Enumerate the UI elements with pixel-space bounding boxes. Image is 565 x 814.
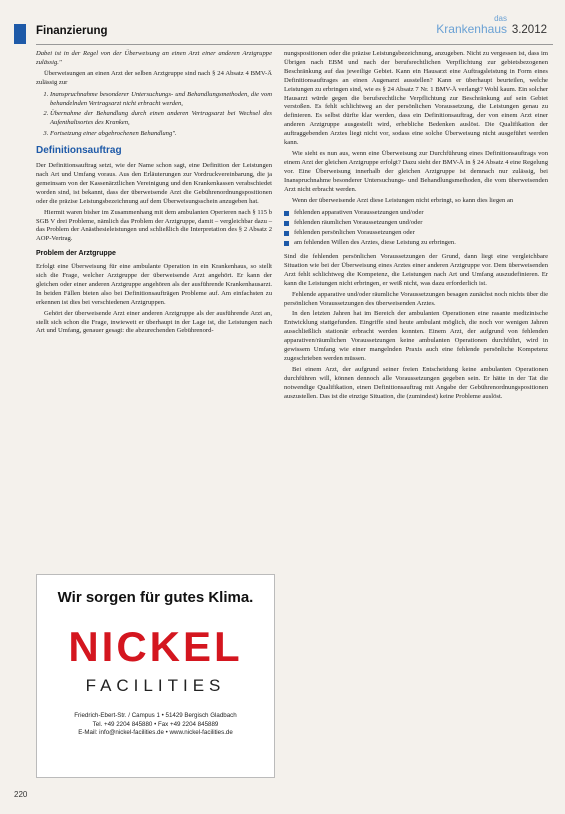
section-title: Finanzierung: [36, 25, 108, 37]
body-paragraph: Wie sieht es nun aus, wenn eine Überweisung zur Durchführung eines Definitionsauftrags von einem Arzt der gleichen Arztgruppe erfolgt? Dazu sieht der BMV-Ä in § 24 Absatz 4 eine Regelung vor. Eine Überweisung innerhalb der gleichen Arztgruppe ist demnach nur zulässig, bei Inanspruchnahme besonderer Untersuchungs- und Behandlungsmethoden, die vom überweisenden Arzt nicht erbracht werden.: [284, 149, 548, 193]
intro-paragraph: Dabei ist in der Regel von der Überweisung an einen Arzt einer anderen Arztgruppe zulässig.": [36, 50, 272, 66]
right-column: [284, 50, 548, 404]
body-paragraph: Wenn der überweisende Arzt diese Leistungen nicht erbringt, so kann dies liegen an: [292, 196, 514, 204]
ad-web: E-Mail: info@nickel-facilities.de • www.nickel-facilities.de: [78, 729, 233, 736]
body-paragraph: In den letzten Jahren hat im Bereich der ambulanten Operationen eine rasante medizinische Entwicklung stattgefunden. Eingriffe sind heute ambulant möglich, die noch vor wenigen Jahren ausschließlich stationär erbracht werden konnten. Einem Arzt, der aufgrund von fehlenden apparativen/räumlichen Voraussetzungen keine ambulanten Operationen durchführt, wird in gewissem Umfang wie einer mangelnden Praxis auch eine fehlende persönliche Kompetenz zugeschrieben werden müssen.: [284, 310, 548, 362]
header-divider: [36, 44, 553, 45]
ad-phone: Tel. +49 2204 845880 • Fax +49 2204 845889: [92, 720, 219, 728]
page-number: 220: [14, 790, 28, 799]
body-paragraph: Sind die fehlenden persönlichen Voraussetzungen der Grund, dann liegt eine vergleichbare Situation wie bei der Überweisung eines Arztes einer anderen Arztgruppe vor. Dem überweisenden Arzt fehlt schlichtweg die Kompetenz, die Leistungen nach Art und Umfang auszudefinieren. Er kann die Leistungen nicht erbringen, er weiß nicht, was dazu erforderlich ist.: [284, 253, 548, 287]
ad-contact: [37, 712, 274, 738]
list-item: am fehlenden Willen des Arztes, diese Leistung zu erbringen.: [284, 239, 548, 248]
ad-slogan: Wir sorgen für gutes Klima.: [57, 589, 254, 606]
body-paragraph: Der Definitionsauftrag setzt, wie der Name schon sagt, eine Definition der Leistungen nach Art und Umfang voraus. Aus den Erläuterungen zur Vordruckvereinbarung, die ja gemeinsam von der Kassenärztlichen Vereinigung und den Krankenkassen verabschiedet worden sind, ist bekannt, dass der überweisende Arzt die Gebührenordnungspositionen oder die präzise Leistungsbezeichnung auf dem Überweisungsschein anzugeben hat.: [36, 162, 272, 205]
list-item: fehlenden persönlichen Voraussetzungen oder: [284, 229, 548, 238]
numbered-list: [36, 91, 272, 140]
section-heading: Definitionsauftrag: [36, 145, 122, 157]
intro-paragraph-2: Überweisungen an einen Arzt der selben Arztgruppe sind nach § 24 Absatz 4 BMV-Ä zulässig zur: [36, 69, 272, 86]
body-paragraph: Hiermit waren bisher im Zusammenhang mit dem ambulanten Operieren nach § 115 b SGB V drei Probleme, nämlich das Problem der Arztgruppe, damit – vergleichbar dazu – das Problem der Anästhesieleistungen und schließlich die Interpretation des § 2 Absatz 2 AOP-Vertrag.: [36, 208, 272, 243]
list-item: fehlenden räumlichen Voraussetzungen und/oder: [284, 219, 548, 228]
magazine-prefix: das: [494, 14, 507, 23]
body-paragraph: Erfolgt eine Überweisung für eine ambulante Operation in ein Krankenhaus, so stellt sich die Frage, welcher Arztgruppe der überweisende Arzt angehört. Er kann der gleichen oder einer anderen Arztgruppe angehören als der ausführende Krankenhausarzt. In beiden Fällen bieten also bei Definitionsaufträgen Probleme auf. Am einfachsten zu erkennen ist dies bei verschiedenen Arztgruppen.: [36, 263, 272, 306]
subheading: Problem der Arztgruppe: [36, 250, 116, 258]
magazine-logo: [436, 15, 507, 35]
ad-subtitle: FACILITIES: [85, 676, 226, 695]
list-item: 1. Inanspruchnahme besonderer Untersuchungs- und Behandlungsmethoden, die vom behandelnden Vertragsarzt nicht erbracht werden,: [50, 91, 272, 109]
magazine-name: Krankenhaus: [436, 22, 507, 36]
body-paragraph: Bei einem Arzt, der aufgrund seiner freien Entscheidung keine ambulanten Operationen durchführen will, können dennoch alle Voraussetzungen gegeben sein. Er hätte in der Tat die notwendige Qualifikation, einen Definitionsauftrag mit Angabe der Gebührenordnungspositionen auszustellen. Das ist die einzige Situation, die (zumindest) keine Probleme auslöst.: [284, 365, 548, 400]
section-accent-bar: [14, 24, 26, 44]
left-column: [36, 50, 272, 338]
issue-number: 3.2012: [511, 24, 547, 36]
advertisement[interactable]: [36, 574, 275, 778]
ad-address: Friedrich-Ebert-Str. / Campus 1 • 51429 Bergisch Gladbach: [74, 712, 237, 719]
list-item: 3. Fortsetzung einer abgebrochenen Behandlung".: [50, 130, 272, 139]
body-paragraph: Fehlende apparative und/oder räumliche Voraussetzungen besagen zunächst noch nichts über die persönlichen Voraussetzungen des überweisenden Arztes.: [284, 290, 548, 307]
bullet-list: [284, 209, 548, 248]
list-item: 2. Übernahme der Behandlung durch einen anderen Vertragsarzt bei Wechsel des Aufenthaltsortes des Kranken,: [50, 110, 272, 128]
nickel-logo: NICKEL: [68, 623, 243, 670]
list-item: fehlenden apparativen Voraussetzungen und/oder: [284, 209, 548, 218]
body-paragraph: nungspositionen oder die präzise Leistungsbezeichnung, anzugeben. Nicht zu vergessen ist, dass im Übrigen nach EBM und nach der berufsrechtlichen Verpflichtung zur gebietsbezogenen Beschränkung auf das jeweilige Gebiet. Kann ein Hausarzt eine Auftragsleistung in Form eines Definitionsauftrages an einen Augenarzt ausstellen? Kann er überhaupt beurteilen, welche Leistungen zu erbringen sind, wie es § 24 Absatz 7 Nr. 1 BMV-Ä verlangt? Wohl kaum. Ein solcher Hausarzt würde gegen die berufsrechtliche Verpflichtung zur Beschränkung auf sein Gebiet verstoßen. Es fehlt schlichtweg an der persönlichen Voraussetzung, die Leistungen genau zu definieren. Es selbst dürfte klar werden, dass ein Definitionsauftrag, der von einem Arzt einer anderen Arztgruppe ausgestellt wird, erhebliche Bedenken auslöst. Die Qualifikation der auftraggebenden Arztes liegt nicht vor, sodass eine solche Überweisung nicht ausgeführt werden kann.: [284, 50, 548, 147]
body-paragraph: Gehört der überweisende Arzt einer anderen Arztgruppe als der ausführende Arzt an, stellt sich schon die Frage, inwieweit er überhaupt in der Lage ist, die Leistungen nach Art und Umfang, genauer gesagt: die abzurechenden Gebührenord-: [36, 309, 272, 335]
